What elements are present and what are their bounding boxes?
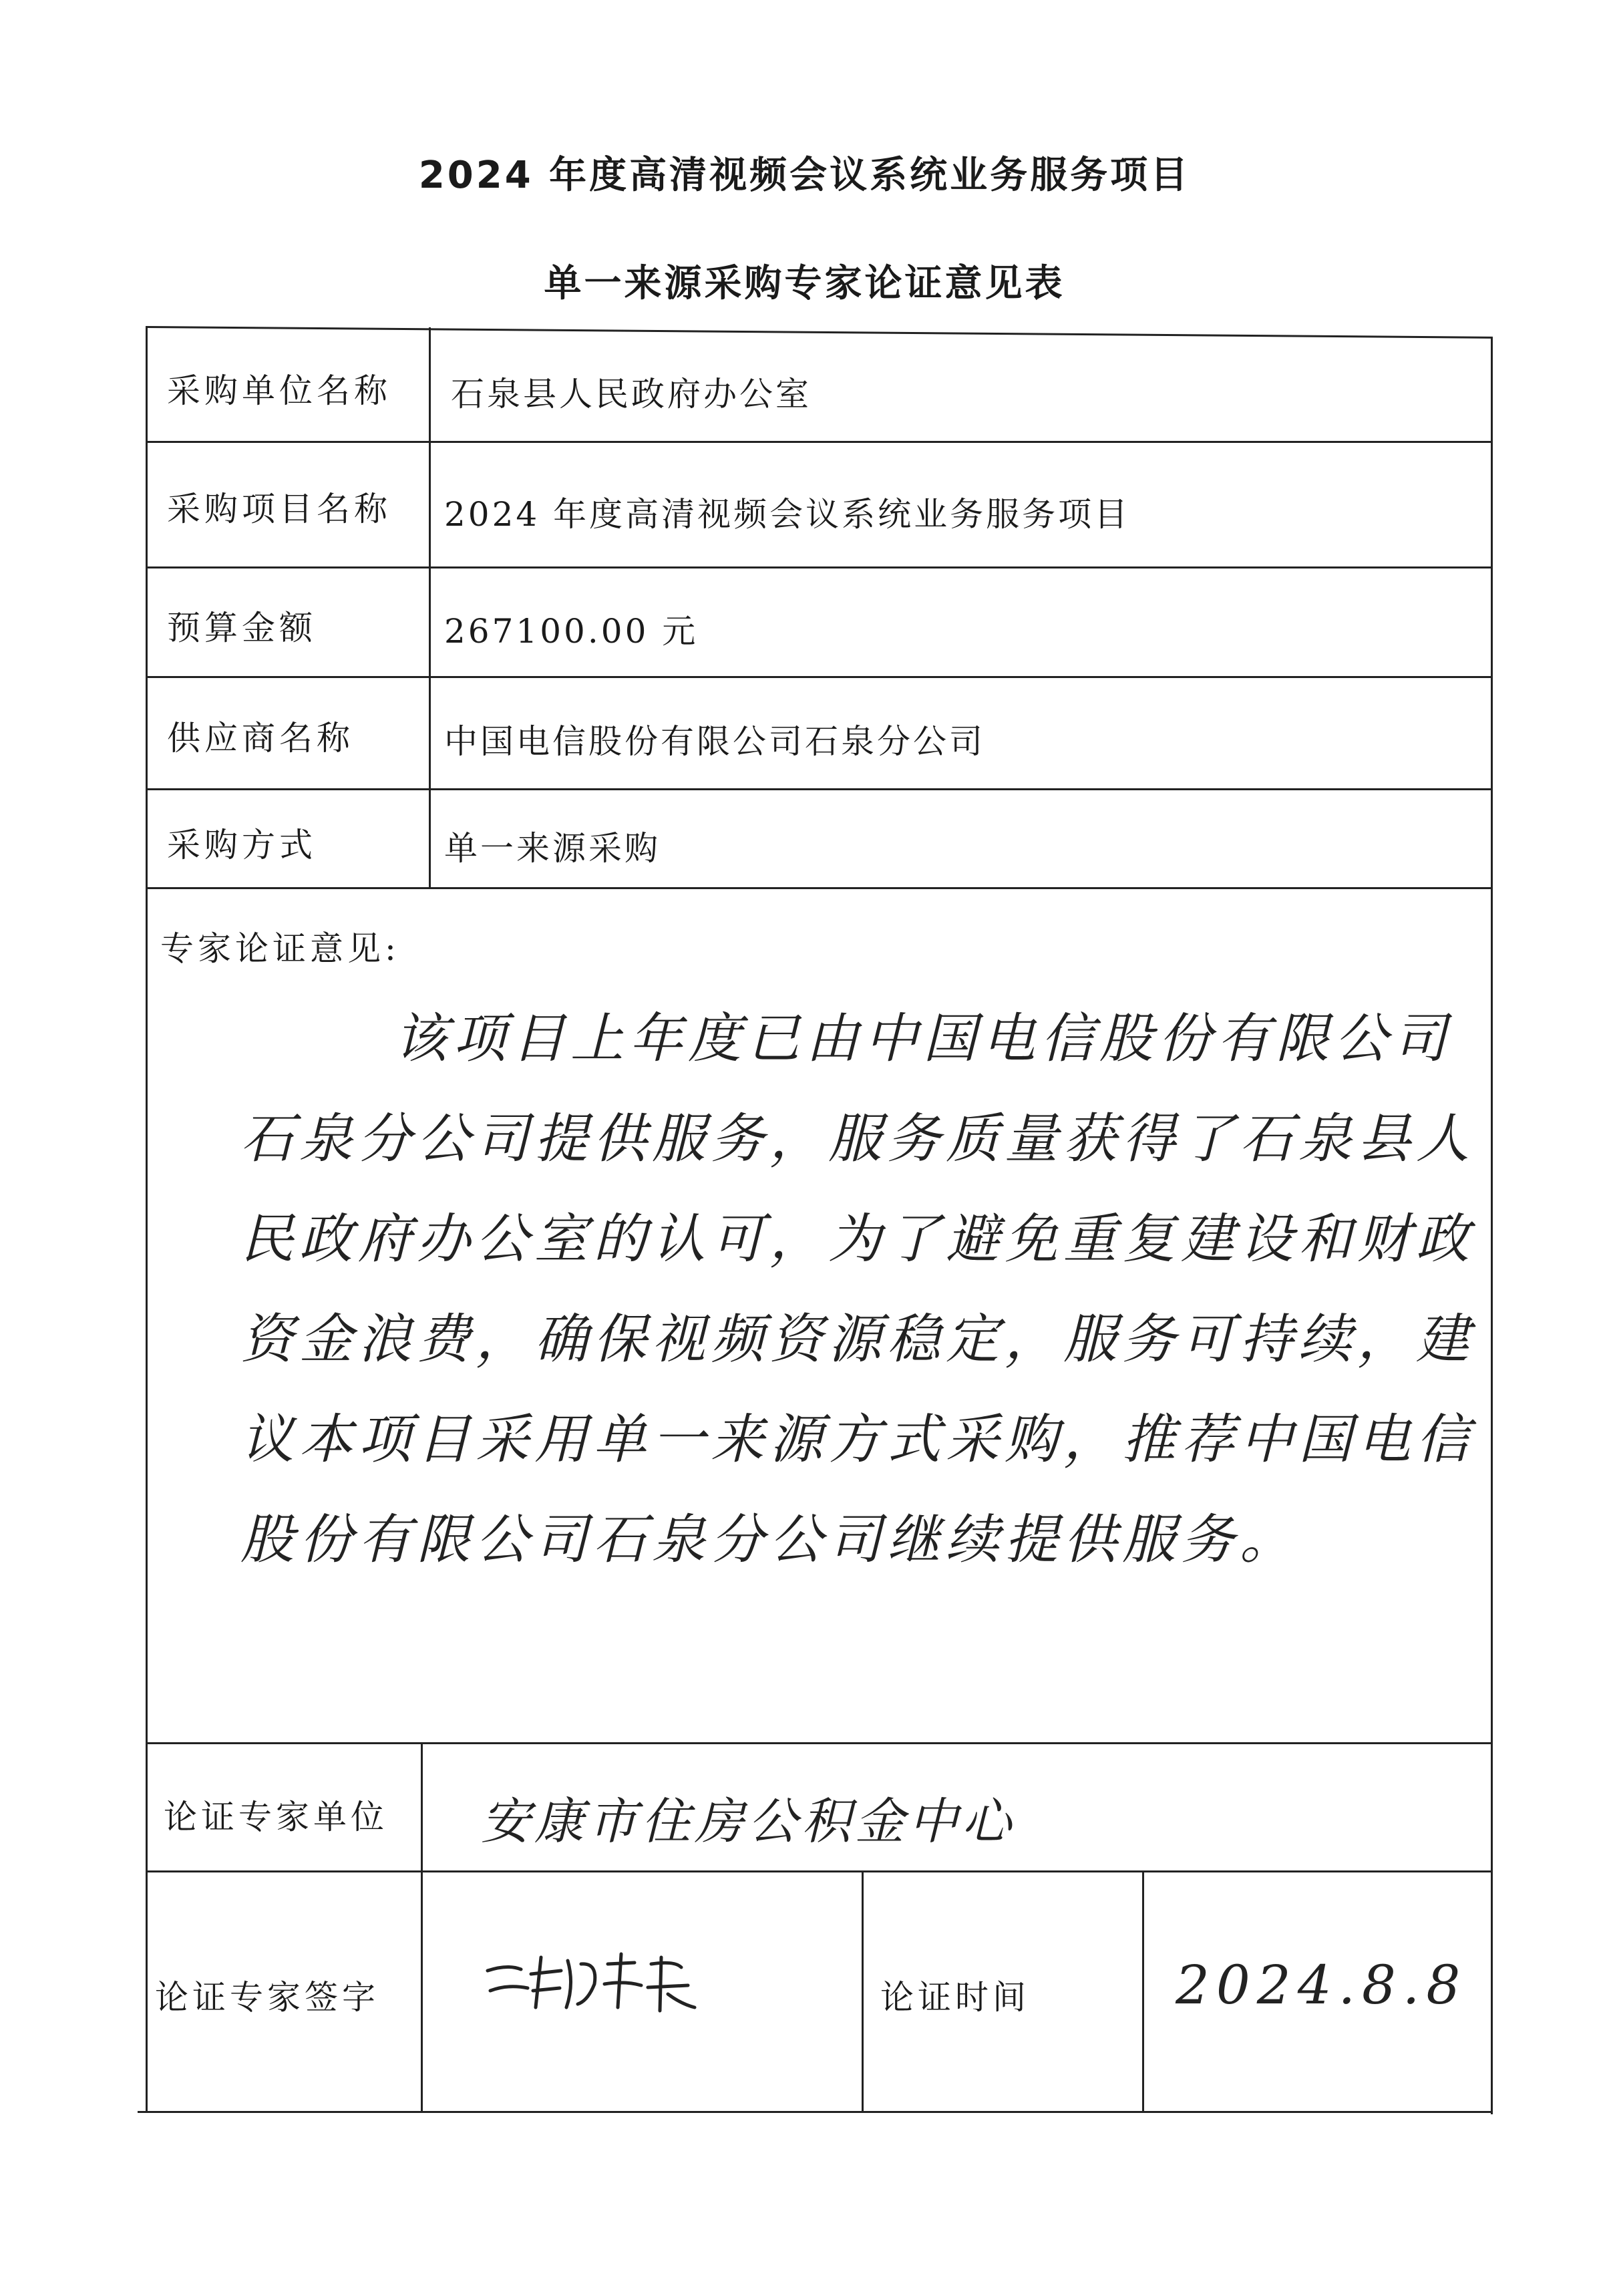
- supplier-label: 供应商名称: [167, 719, 354, 758]
- project-label: 采购项目名称: [167, 490, 391, 528]
- method-value: 单一来源采购: [444, 829, 661, 868]
- row-divider: [146, 676, 1493, 678]
- opinion-handwritten-text: 该项目上年度已由中国电信股份有限公司石泉分公司提供服务，服务质量获得了石泉县人民政府办公室的认可，为了避免重复建设和财政资金浪费，确保视频资源稳定，服务可持续，建议本项目采用单一来源方式采购，推荐中国电信股份有限公司石泉分公司继续提供服务。: [240, 1007, 1475, 1571]
- row-divider: [146, 887, 1493, 889]
- project-value: 2024 年度高清视频会议系统业务服务项目: [444, 495, 1131, 534]
- review-time-handwritten: 2024.8.8: [1176, 1954, 1467, 2016]
- document-title: 2024 年度高清视频会议系统业务服务项目: [418, 154, 1191, 197]
- expert-unit-label: 论证专家单位: [164, 1798, 388, 1836]
- purchaser-label: 采购单位名称: [167, 371, 391, 410]
- column-divider: [429, 327, 431, 888]
- budget-value: 267100.00 元: [444, 612, 699, 651]
- expert-signature-image: [481, 1944, 708, 2017]
- method-label: 采购方式: [167, 826, 317, 864]
- table-border-right: [1491, 337, 1493, 2114]
- opinion-label: 专家论证意见:: [160, 929, 400, 968]
- expert-signature-label: 论证专家签字: [155, 1978, 379, 2017]
- row-divider: [146, 788, 1493, 790]
- column-divider: [1142, 1870, 1144, 2111]
- document-subtitle: 单一来源采购专家论证意见表: [544, 262, 1065, 305]
- expert-unit-handwritten: 安康市住房公积金中心: [481, 1793, 1015, 1850]
- table-border-left: [146, 326, 148, 2113]
- column-divider: [421, 1742, 423, 2111]
- table-border-bottom: [138, 2111, 1493, 2113]
- row-divider: [146, 441, 1493, 443]
- row-divider: [146, 1742, 1493, 1744]
- column-divider: [862, 1870, 864, 2111]
- row-divider: [146, 566, 1493, 568]
- supplier-value: 中国电信股份有限公司石泉分公司: [444, 722, 985, 761]
- budget-label: 预算金额: [167, 609, 317, 647]
- review-time-label: 论证时间: [880, 1978, 1030, 2017]
- table-border-top: [146, 326, 1493, 339]
- purchaser-value: 石泉县人民政府办公室: [451, 375, 812, 414]
- row-divider: [146, 1870, 1493, 1872]
